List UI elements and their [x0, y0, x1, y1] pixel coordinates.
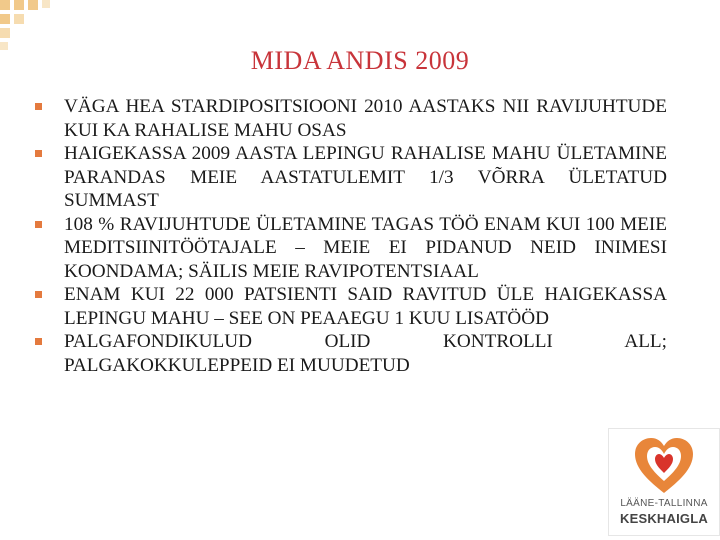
hospital-logo — [608, 428, 720, 536]
bullet-item — [33, 283, 667, 330]
logo-text-line1: LÄÄNE-TALLINNA — [620, 498, 708, 509]
square-bullet-icon — [35, 103, 42, 110]
square-bullet-icon — [35, 338, 42, 345]
bullet-item — [33, 142, 667, 213]
logo-text-line2: KESKHAIGLA — [620, 511, 708, 526]
bullet-list — [33, 95, 667, 377]
bullet-text: PALGAFONDIKULUD OLID KONTROLLI ALL; PALGAKOKKULEPPEID EI MUUDETUD — [64, 331, 667, 376]
bullet-item — [33, 95, 667, 142]
heart-logo-icon — [631, 435, 697, 497]
bullet-item — [33, 213, 667, 284]
corner-decoration — [0, 0, 60, 50]
bullet-text: HAIGEKASSA 2009 AASTA LEPINGU RAHALISE MAHU ÜLETAMINE PARANDAS MEIE AASTATULEMIT 1/3 VÕRRA ÜLETATUD SUMMAST — [64, 143, 667, 211]
bullet-item — [33, 330, 667, 377]
square-bullet-icon — [35, 150, 42, 157]
slide-title: MIDA ANDIS 2009 — [250, 46, 470, 75]
square-bullet-icon — [35, 291, 42, 298]
square-bullet-icon — [35, 221, 42, 228]
bullet-text: VÄGA HEA STARDIPOSITSIOONI 2010 AASTAKS NII RAVIJUHTUDE KUI KA RAHALISE MAHU OSAS — [64, 96, 667, 141]
bullet-text: 108 % RAVIJUHTUDE ÜLETAMINE TAGAS TÖÖ ENAM KUI 100 MEIE MEDITSIINITÖÖTAJALE – MEIE EI PIDANUD NEID INIMESI KOONDAMA; SÄILIS MEIE RAVIPOTENTSIAAL — [64, 213, 667, 282]
bullet-text: ENAM KUI 22 000 PATSIENTI SAID RAVITUD ÜLE HAIGEKASSA LEPINGU MAHU – SEE ON PEAAEGU 1 KUU LISATÖÖD — [64, 284, 667, 329]
